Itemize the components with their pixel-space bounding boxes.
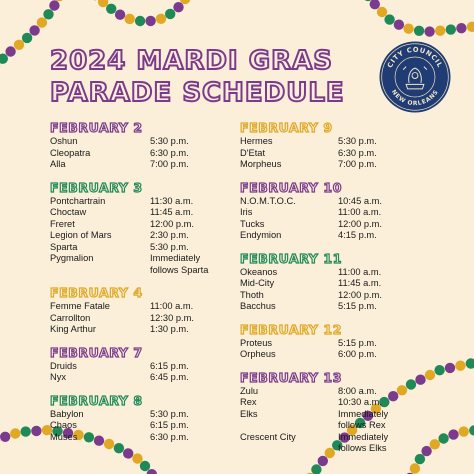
parade-name: Zulu	[240, 385, 259, 396]
bead	[37, 17, 47, 27]
parade-name: Legion of Mars	[50, 230, 112, 240]
parade-time: 1:30 p.m.	[150, 324, 189, 334]
bead	[459, 426, 469, 436]
parade-time: 12:30 p.m.	[150, 312, 194, 323]
parade-name: Choctaw	[50, 207, 87, 217]
bead	[377, 7, 387, 17]
date-block	[50, 120, 225, 171]
date-heading: FEBRUARY 12	[240, 321, 343, 337]
bead	[410, 463, 420, 473]
title-line-1: 2024 MARDI GRAS	[50, 46, 333, 76]
bead	[394, 20, 404, 30]
bead	[0, 54, 8, 64]
parade-name: Carrollton	[50, 312, 91, 323]
parade-time: 12:00 p.m.	[338, 289, 382, 300]
parade-time: 6:30 p.m.	[150, 147, 189, 158]
seal-bottom-text: NEW ORLEANS	[389, 89, 441, 108]
parade-row	[240, 386, 440, 398]
parade-time: 6:30 p.m.	[338, 147, 377, 158]
parade-name: King Arthur	[50, 324, 96, 334]
parade-name: Femme Fatale	[50, 301, 110, 311]
poster-title	[50, 45, 345, 109]
bead	[455, 361, 465, 371]
bead	[384, 14, 394, 24]
parade-time: 6:45 p.m.	[150, 372, 189, 382]
date-block	[50, 180, 225, 277]
parade-row	[240, 301, 440, 313]
date-block	[240, 322, 440, 361]
parade-name: Nyx	[50, 372, 67, 382]
parade-name: D'Etat	[240, 147, 266, 158]
parade-time: 6:30 p.m.	[150, 431, 189, 442]
bead	[370, 0, 380, 9]
parade-time: 5:30 p.m.	[150, 241, 189, 252]
date-block	[50, 285, 225, 336]
parade-row	[240, 207, 440, 219]
parade-name: Alla	[50, 159, 66, 169]
parade-name: Chaos	[50, 420, 77, 430]
date-heading: FEBRUARY 2	[50, 120, 143, 135]
parade-time: 11:45 a.m.	[338, 278, 382, 288]
bead	[145, 16, 155, 26]
parade-row	[240, 267, 440, 279]
parade-row	[50, 148, 225, 160]
seal-top-text: CITY COUNCIL	[385, 45, 445, 70]
parade-time: Immediately follows Rex	[338, 408, 389, 430]
date-block	[240, 370, 440, 455]
bead	[125, 14, 135, 24]
parade-name: Druids	[50, 360, 77, 371]
date-heading: FEBRUARY 10	[240, 179, 343, 195]
parade-name: Oshun	[50, 136, 78, 146]
parade-row	[240, 338, 440, 350]
parade-row	[240, 230, 440, 242]
date-block	[50, 393, 225, 444]
title-line-2: PARADE SCHEDULE	[50, 78, 345, 108]
bead	[469, 425, 474, 435]
parade-row	[240, 159, 440, 171]
parade-name: Okeanos	[240, 266, 278, 277]
parade-row	[240, 148, 440, 160]
parade-row	[240, 219, 440, 231]
parade-time: 10:45 a.m.	[338, 195, 382, 206]
date-heading: FEBRUARY 7	[50, 344, 143, 360]
parade-name: N.O.M.T.O.C.	[240, 195, 296, 206]
parade-name: Babylon	[50, 408, 84, 419]
parade-time: 5:30 p.m.	[150, 136, 189, 146]
parade-time: 5:15 p.m.	[338, 301, 377, 311]
bead	[424, 26, 434, 36]
parade-name: Iris	[240, 207, 253, 217]
parade-time: Immediately follows Elks	[338, 431, 389, 453]
parade-time: 12:00 p.m.	[150, 218, 194, 229]
bead	[115, 10, 125, 20]
parade-name: Elks	[240, 408, 258, 419]
parade-name: Hermes	[240, 136, 273, 146]
parade-name: Pontchartrain	[50, 195, 106, 206]
bead	[446, 24, 456, 34]
parade-time: 11:45 a.m.	[150, 207, 194, 217]
parade-name: Mid-City	[240, 278, 275, 288]
parade-time: 5:30 p.m.	[150, 408, 189, 419]
parade-row	[50, 196, 225, 208]
bead-strand-top-right	[90, 0, 474, 37]
parade-name: Sparta	[50, 241, 78, 252]
parade-row	[240, 432, 440, 455]
parade-row	[240, 349, 440, 361]
parade-name: Crescent City	[240, 431, 296, 442]
date-heading: FEBRUARY 13	[240, 369, 343, 385]
parade-row	[50, 230, 225, 242]
parade-row	[240, 278, 440, 290]
date-block	[240, 120, 440, 171]
date-heading: FEBRUARY 8	[50, 392, 143, 408]
city-council-seal	[378, 40, 452, 114]
bead	[0, 432, 10, 442]
bead	[43, 9, 53, 19]
bead	[49, 0, 59, 10]
bead	[311, 464, 321, 474]
bead	[14, 40, 24, 50]
bead	[466, 358, 474, 368]
parade-name: Bacchus	[240, 301, 276, 311]
parade-name: Muses	[50, 431, 78, 442]
bead	[5, 46, 15, 56]
parade-time: 6:15 p.m.	[150, 360, 189, 371]
parade-row	[240, 290, 440, 302]
parade-row	[50, 219, 225, 231]
parade-time: 6:00 p.m.	[338, 349, 377, 359]
parade-row	[50, 432, 225, 444]
parade-time: 11:00 a.m.	[338, 207, 382, 217]
parade-row	[50, 420, 225, 432]
parade-name: Thoth	[240, 289, 264, 300]
bead	[106, 4, 116, 14]
bead	[414, 26, 424, 36]
parade-time: 7:00 p.m.	[150, 159, 189, 169]
parade-time: 11:30 a.m.	[150, 195, 194, 206]
parade-name: Freret	[50, 218, 75, 229]
parade-row	[50, 136, 225, 148]
bead	[467, 22, 474, 32]
bead	[173, 2, 183, 12]
parade-name: Morpheus	[240, 159, 282, 169]
bead	[435, 26, 445, 36]
date-block	[240, 180, 440, 242]
parade-row	[50, 242, 225, 254]
date-heading: FEBRUARY 9	[240, 120, 333, 135]
parade-row	[50, 324, 225, 336]
parade-time: 11:00 a.m.	[150, 301, 194, 311]
date-block	[50, 345, 225, 384]
parade-time: Immediately follows Sparta	[150, 253, 209, 275]
bead	[448, 429, 458, 439]
parade-time: 7:00 p.m.	[338, 159, 377, 169]
parade-time: 6:15 p.m.	[150, 420, 189, 430]
parade-row	[240, 196, 440, 208]
parade-time: 8:00 a.m.	[338, 385, 377, 396]
parade-time: 10:30 a.m.	[338, 397, 382, 407]
parade-time: 11:00 a.m.	[338, 266, 382, 277]
parade-name: Pygmalion	[50, 253, 94, 263]
schedule-column-right	[240, 120, 440, 464]
parade-time: 5:15 p.m.	[338, 337, 377, 348]
date-heading: FEBRUARY 3	[50, 179, 143, 195]
parade-time: 5:30 p.m.	[338, 136, 377, 146]
date-block	[240, 251, 440, 313]
parade-name: Orpheus	[240, 349, 276, 359]
parade-row	[50, 301, 225, 313]
parade-time: 12:00 p.m.	[338, 218, 382, 229]
parade-row	[240, 136, 440, 148]
bead	[456, 23, 466, 33]
bead	[140, 461, 150, 471]
bead	[445, 363, 455, 373]
parade-name: Rex	[240, 397, 257, 407]
bead	[156, 14, 166, 24]
schedule-column-left	[50, 120, 225, 452]
parade-row	[240, 409, 440, 432]
bead	[98, 0, 108, 7]
date-heading: FEBRUARY 11	[240, 250, 343, 266]
parade-time: 2:30 p.m.	[150, 230, 189, 240]
parade-name: Cleopatra	[50, 147, 91, 158]
parade-row	[50, 409, 225, 421]
parade-row	[50, 372, 225, 384]
parade-row	[240, 397, 440, 409]
parade-row	[50, 313, 225, 325]
parade-name: Tucks	[240, 218, 265, 229]
parade-row	[50, 361, 225, 373]
bead	[135, 16, 145, 26]
parade-time: 4:15 p.m.	[338, 230, 377, 240]
parade-row	[50, 159, 225, 171]
parade-name: Endymion	[240, 230, 282, 240]
parade-name: Proteus	[240, 337, 273, 348]
bead	[403, 24, 413, 34]
bead	[10, 428, 20, 438]
bead	[165, 9, 175, 19]
bead	[29, 25, 39, 35]
parade-row	[50, 253, 225, 276]
parade-row	[50, 207, 225, 219]
date-heading: FEBRUARY 4	[50, 285, 143, 300]
bead	[31, 426, 41, 436]
bead	[132, 453, 142, 463]
bead	[21, 426, 31, 436]
bead	[22, 33, 32, 43]
